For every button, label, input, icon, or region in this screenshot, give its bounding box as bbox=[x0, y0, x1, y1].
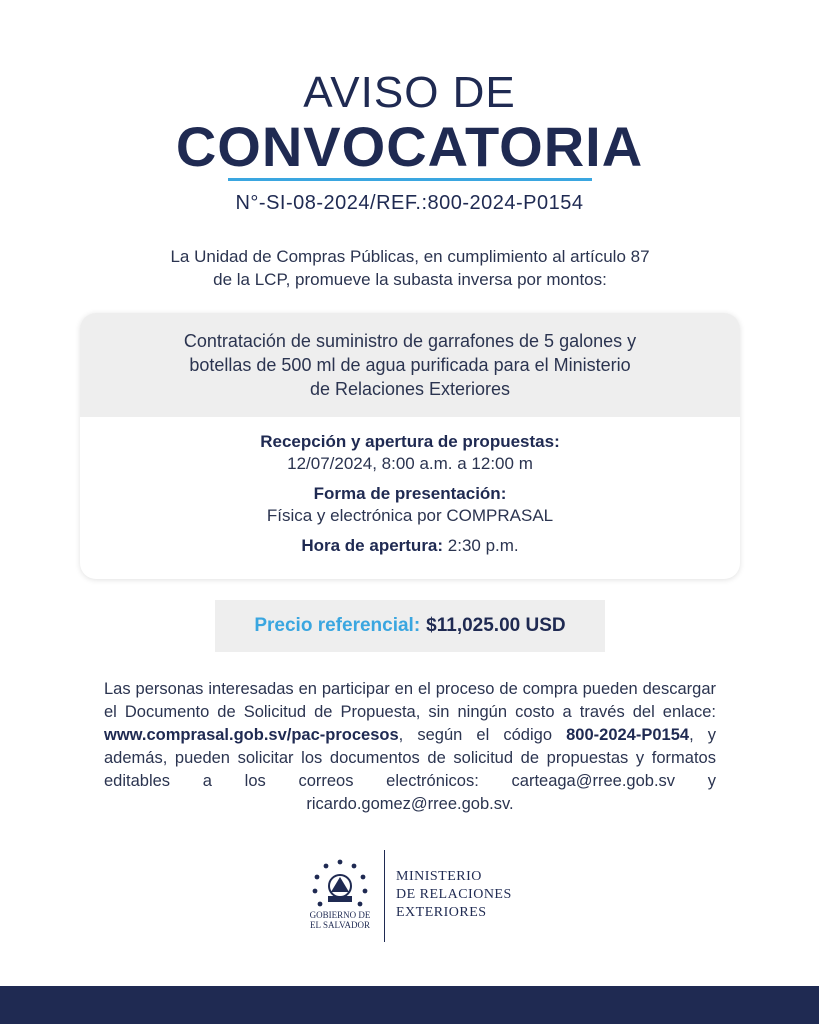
info-text-2: , según el código bbox=[398, 726, 567, 744]
ministry-line-2: DE RELACIONES bbox=[396, 887, 512, 902]
ministry-logo bbox=[0, 848, 819, 948]
form-label: Forma de presentación: bbox=[313, 484, 507, 503]
intro-text bbox=[120, 245, 700, 291]
reference-price-box bbox=[215, 600, 605, 652]
process-code: 800-2024-P0154 bbox=[566, 726, 690, 744]
title-line-1: AVISO DE bbox=[303, 68, 516, 117]
opening-label: Hora de apertura: bbox=[301, 536, 444, 555]
details-card bbox=[80, 313, 740, 579]
participation-info bbox=[104, 678, 716, 816]
reception-label: Recepción y apertura de propuestas: bbox=[260, 432, 560, 451]
opening-value: 2:30 p.m. bbox=[447, 536, 519, 555]
reception-block bbox=[80, 431, 740, 475]
gov-line-2: EL SALVADOR bbox=[310, 920, 370, 930]
info-text-1: Las personas interesadas en participar en el proceso de compra pueden descargar el Documento de Solicitud de Propuesta, sin ningún costo a través del enlace: bbox=[104, 680, 716, 721]
subject-line-1: Contratación de suministro de garrafones de 5 galones y bbox=[183, 331, 637, 351]
logo-divider bbox=[384, 850, 385, 942]
reception-value: 12/07/2024, 8:00 a.m. a 12:00 m bbox=[287, 454, 533, 473]
price-label: Precio referencial: bbox=[254, 615, 421, 636]
intro-line-1: La Unidad de Compras Públicas, en cumplimiento al artículo 87 bbox=[170, 247, 650, 266]
info-text-3: , y además, pueden solicitar los documentos de solicitud de propuestas y formatos editables a los correos electrónicos: carteaga@rree.gob.sv y ricardo.gomez@rree.gob.sv. bbox=[104, 726, 717, 813]
form-value: Física y electrónica por COMPRASAL bbox=[266, 506, 554, 525]
subject-text bbox=[150, 329, 670, 401]
procurement-link[interactable]: www.comprasal.gob.sv/pac-procesos bbox=[104, 726, 399, 744]
gov-line-1: GOBIERNO DE bbox=[309, 910, 371, 920]
government-label bbox=[296, 910, 384, 930]
subject-line-2: botellas de 500 ml de agua purificada para el Ministerio bbox=[189, 355, 631, 375]
schedule-details bbox=[80, 417, 740, 557]
subject-panel bbox=[80, 313, 740, 417]
title-underline bbox=[228, 178, 592, 181]
form-block bbox=[80, 483, 740, 527]
footer-bar bbox=[0, 986, 819, 1024]
reference-number: N°-SI-08-2024/REF.:800-2024-P0154 bbox=[235, 192, 584, 214]
ministry-name bbox=[396, 868, 512, 922]
el-salvador-seal-icon bbox=[300, 856, 380, 946]
intro-line-2: de la LCP, promueve la subasta inversa por montos: bbox=[213, 270, 607, 289]
price-value: $11,025.00 USD bbox=[426, 615, 566, 636]
ministry-line-3: EXTERIORES bbox=[396, 905, 487, 920]
opening-block bbox=[80, 535, 740, 557]
subject-line-3: de Relaciones Exteriores bbox=[309, 379, 511, 399]
title-line-2: CONVOCATORIA bbox=[175, 115, 644, 178]
ministry-line-1: MINISTERIO bbox=[396, 869, 482, 884]
